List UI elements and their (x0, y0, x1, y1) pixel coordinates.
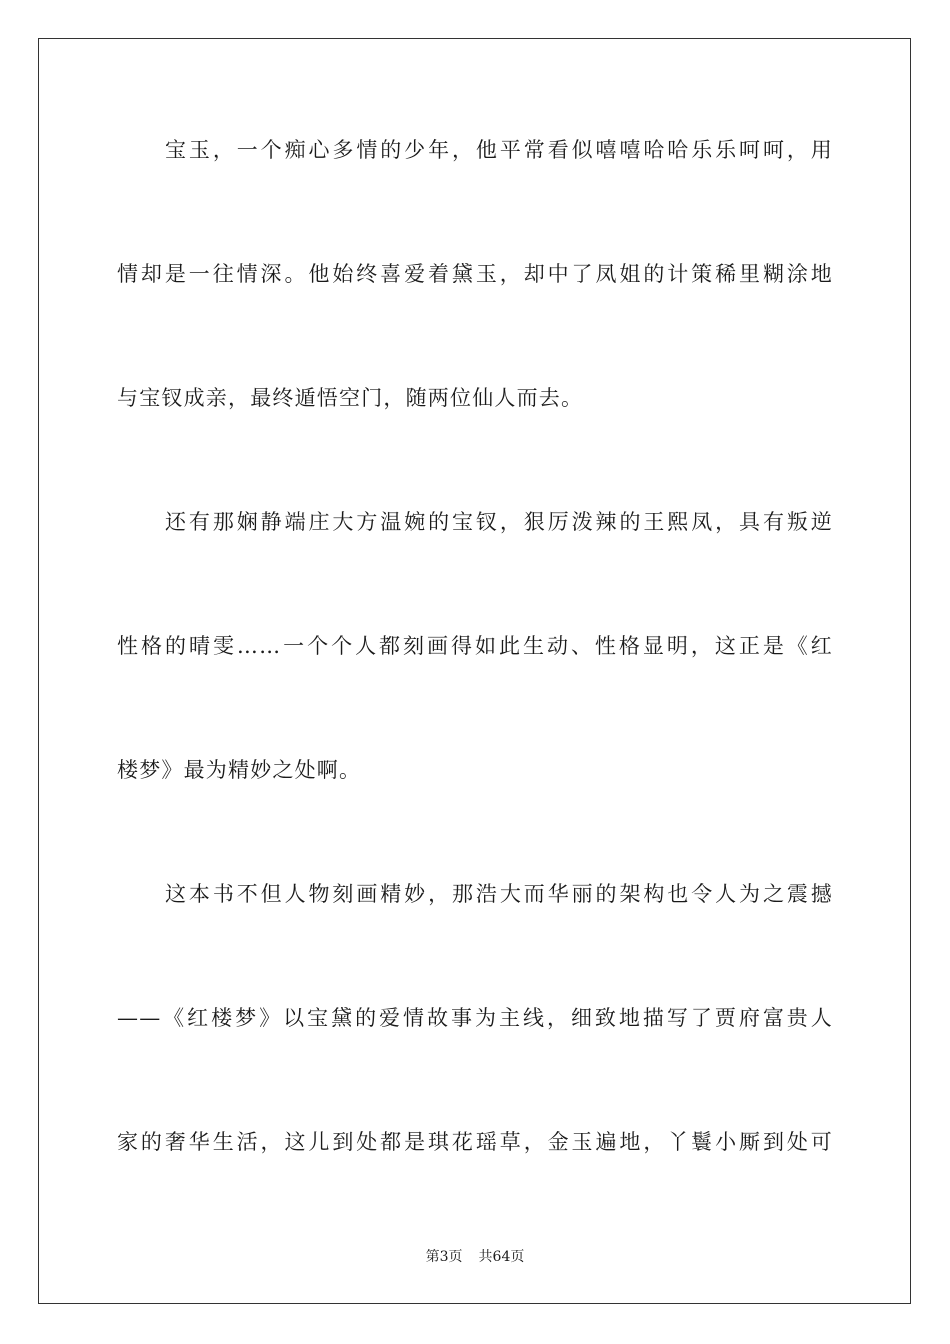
total-pages: 共64页 (478, 1249, 525, 1265)
page-footer (0, 1248, 950, 1266)
paragraph-1-line-1: 宝玉，一个痴心多情的少年，他平常看似嘻嘻哈哈乐乐呵呵，用 (165, 138, 833, 162)
page-border (38, 38, 911, 1304)
page-number: 第3页 (425, 1249, 463, 1265)
paragraph-2-line-3: 楼梦》最为精妙之处啊。 (117, 758, 362, 782)
paragraph-3-line-1: 这本书不但人物刻画精妙，那浩大而华丽的架构也令人为之震撼 (165, 882, 833, 906)
paragraph-2-line-2: 性格的晴雯……一个个人都刻画得如此生动、性格显明，这正是《红 (117, 634, 833, 658)
paragraph-1-line-3: 与宝钗成亲，最终遁悟空门，随两位仙人而去。 (117, 386, 584, 410)
paragraph-1-line-2: 情却是一往情深。他始终喜爱着黛玉，却中了凤姐的计策稀里糊涂地 (117, 262, 833, 286)
paragraph-3-line-3: 家的奢华生活，这儿到处都是琪花瑶草，金玉遍地，丫鬟小厮到处可 (117, 1130, 833, 1154)
paragraph-2-line-1: 还有那娴静端庄大方温婉的宝钗，狠厉泼辣的王熙凤，具有叛逆 (165, 510, 833, 534)
paragraph-3-line-2: ——《红楼梦》以宝黛的爱情故事为主线，细致地描写了贾府富贵人 (117, 1006, 833, 1030)
